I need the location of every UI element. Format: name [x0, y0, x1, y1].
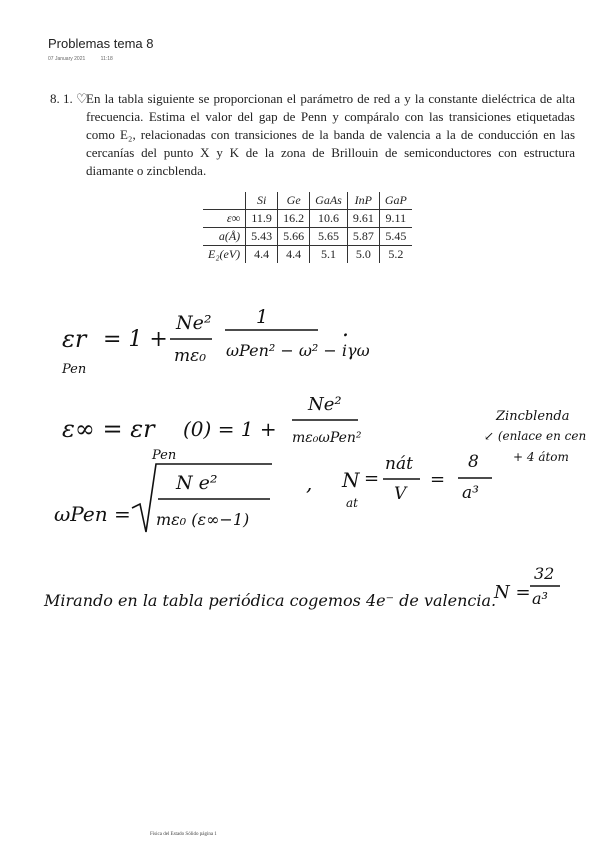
table-cell: 16.2	[278, 210, 310, 228]
eq2-lhs: ε∞ = εr	[62, 415, 155, 443]
eq1-den: mε₀	[174, 346, 207, 366]
table-cell: 5.43	[246, 228, 278, 246]
eq4-eq2: =	[430, 469, 446, 490]
eq3-num: N e²	[176, 472, 218, 494]
page-time: 11:18	[100, 56, 113, 62]
side-note-1: Zincblenda	[496, 409, 570, 424]
table-cell: 5.66	[278, 228, 310, 246]
table-cell: 9.61	[347, 210, 379, 228]
eq4-num2: 8	[468, 452, 479, 472]
table-cell: 9.11	[379, 210, 412, 228]
table-cell: 5.1	[310, 246, 348, 264]
table-col-header: GaAs	[310, 192, 348, 210]
eq2-num: Ne²	[308, 394, 342, 415]
eq4-den: V	[394, 484, 407, 504]
table-col-header: Ge	[278, 192, 310, 210]
eq4-lhs: N	[342, 468, 360, 492]
eq1-tail: .	[342, 317, 349, 342]
eq1-frac-num: 1	[256, 306, 269, 328]
eq5-lhs: N =	[494, 582, 531, 603]
table-cell: 5.2	[388, 247, 404, 261]
eq4-num: nát	[385, 454, 413, 474]
eq2-sub: Pen	[152, 448, 177, 463]
eq1-mid: = 1 +	[103, 327, 168, 352]
eq1-lhs: εr	[62, 325, 87, 353]
table-cell: 11.9	[246, 210, 278, 228]
eq4-eq: =	[364, 468, 380, 489]
eq2-mid: (0) = 1 +	[183, 417, 277, 441]
table-cell: 5.65	[310, 228, 348, 246]
note-line-5: Mirando en la tabla periódica cogemos 4e⁻ de valencia.	[44, 591, 497, 610]
table-col-header: InP	[347, 192, 379, 210]
table-col-header: GaP	[379, 192, 412, 210]
problem-number: 8. 1. ♡	[50, 91, 88, 106]
eq2-den: mε₀ωPen²	[292, 430, 362, 446]
eq1-num: Ne²	[176, 312, 212, 334]
table-cell: 10.6	[310, 210, 348, 228]
table-row-label: E₂(eV)	[203, 246, 246, 264]
eq4-sub: at	[346, 496, 358, 510]
table-row-label: a(Å)	[203, 228, 246, 246]
table-cell: 4.4	[246, 246, 278, 264]
table-cell: 5.45	[379, 228, 412, 246]
eq4-den2: a³	[462, 483, 479, 503]
eq1-frac-den: ωPen² − ω² − iγω	[226, 341, 370, 360]
table-col-header: Si	[246, 192, 278, 210]
eq3-sep: ,	[306, 471, 313, 495]
eq5-den: a³	[532, 589, 548, 608]
eq3-den: mε₀ (ε∞−1)	[156, 510, 250, 529]
page-date: 07 January 2021	[48, 56, 86, 62]
problem-text: En la tabla siguiente se proporcionan el parámetro de red a y la constante dieléctrica de alta frecuencia. Estima el valor del gap de Penn y compáralo con las transiciones etiquetadas como E₂, relacionadas con transiciones de la banda de valencia a la de conducción en las cercanías del punto X y K de la zona de Brillouin de semiconductores con estructura diamante o zincblenda.	[86, 91, 575, 178]
page-footer: Física del Estado Sólido página 1	[150, 832, 217, 837]
eq1-sub: Pen	[62, 362, 87, 377]
table-cell: 5.87	[347, 228, 379, 246]
table-cell: 5.0	[347, 246, 379, 264]
page-title: Problemas tema 8	[48, 36, 154, 51]
table-cell: 4.4	[278, 246, 310, 264]
eq5-num: 32	[534, 564, 555, 583]
eq3-lhs: ωPen =	[54, 502, 131, 526]
table-row-label: ε∞	[203, 210, 246, 228]
side-note-2: ↙ (enlace en cen	[484, 429, 587, 443]
side-note-3: + 4 átom	[513, 450, 569, 464]
